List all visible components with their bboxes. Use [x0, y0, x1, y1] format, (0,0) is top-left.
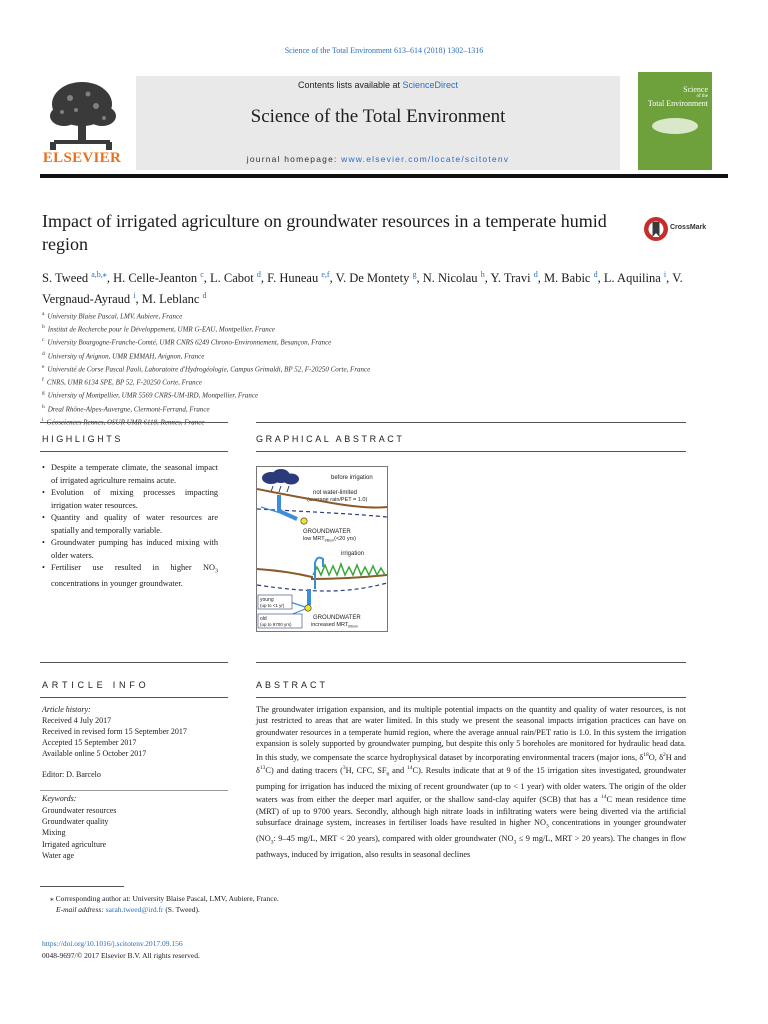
affiliation-item: [42, 388, 602, 401]
affiliation-item: [42, 322, 602, 335]
affiliation-text: University of Avignon, UMR EMMAH, Avignon, France: [47, 352, 205, 361]
affiliation-item: [42, 362, 602, 375]
journal-title: Science of the Total Environment: [250, 106, 506, 127]
author-name[interactable]: M. Leblanc: [141, 292, 200, 307]
doi-link[interactable]: https://doi.org/10.1016/j.scitotenv.2017.09.156: [42, 939, 183, 948]
highlight-item: • Groundwater pumping has induced mixing with older waters.: [42, 537, 218, 562]
author-affiliation-mark[interactable]: d: [202, 291, 207, 301]
author-name[interactable]: Y. Travi: [490, 271, 531, 286]
abstract-heading: ABSTRACT: [256, 680, 329, 690]
sciencedirect-link[interactable]: ScienceDirect: [402, 80, 459, 90]
ga-water-table-2: [257, 583, 387, 591]
author-name[interactable]: H. Celle-Jeanton: [113, 271, 198, 286]
ga-well-marker-1: [301, 518, 307, 524]
highlights-heading: HIGHLIGHTS: [42, 434, 124, 444]
ga-gw-sub-2: increased $MRT_{tritium}$: [311, 622, 358, 629]
editor-line: Editor: D. Barcelo: [42, 770, 101, 780]
graphical-abstract-diagram: [257, 467, 387, 631]
affiliation-mark: i: [42, 416, 44, 423]
cover-title: Science of the Total Environment: [647, 85, 708, 108]
contents-prefix: Contents lists available at: [297, 80, 403, 90]
author-affiliation-mark[interactable]: e,f: [321, 270, 330, 279]
affiliation-text: University Bourgogne-Franche-Comté, UMR CNRS 6249 Chrono-Environnement, Besançon, France: [47, 338, 332, 347]
journal-masthead: [40, 70, 728, 174]
ga-recharge-arrow-1: [279, 495, 297, 519]
affiliation-mark: d: [42, 350, 45, 357]
ga-well-marker-2: [305, 605, 311, 611]
footnote-rule: [40, 886, 124, 887]
author-affiliation-mark[interactable]: g: [412, 270, 417, 279]
highlight-item: • Fertiliser use resulted in higher $NO_3$ concentrations in younger groundwater.: [42, 562, 218, 591]
affiliation-text: Dreal Rhône-Alpes-Auvergne, Clermont-Ferrand, France: [47, 404, 210, 413]
affiliation-item: [42, 375, 602, 388]
corresponding-author-footnote: [50, 893, 650, 915]
affiliation-text: CNRS, UMR 6134 SPE, BP 52, F-20250 Corte, France: [46, 378, 202, 387]
affiliation-text: Institut de Recherche pour le Développement, UMR G-EAU, Montpellier, France: [47, 325, 275, 334]
affiliation-mark: c: [42, 337, 45, 344]
author-affiliation-mark[interactable]: c: [200, 270, 204, 279]
ga-young-1: young: [260, 597, 274, 603]
highlights-list: [42, 462, 218, 591]
affiliation-item: [42, 335, 602, 348]
graphical-abstract-figure[interactable]: [256, 466, 388, 632]
abstract-top-rule: [256, 662, 686, 663]
author-list: S. Tweed $^{a,b,⁎}$, H. Celle-Jeanton $^c$, L. Cabot $^d$, F. Huneau $^{e,f}$, V. De Montety $^g$, N. Nicolau $^h$, Y. Travi $^d$, M. Babic $^d$, L. Aquilina $^i$, V. Vergnaud-Ayraud $^i$, M. Leblanc $^d$: [42, 270, 683, 307]
homepage-link[interactable]: www.elsevier.com/locate/scitotenv: [341, 154, 510, 164]
article-info-mid-rule: [40, 697, 228, 698]
ga-irrigation-label: irrigation: [341, 551, 365, 557]
cover-image: [652, 118, 698, 134]
ga-young-2: (up to <1 yr): [260, 603, 285, 608]
ga-before-label: before irrigation: [331, 475, 373, 481]
author-affiliation-mark[interactable]: d: [533, 270, 538, 279]
ga-not-limited-1: not water-limited: [313, 490, 358, 496]
ga-gw-sub-1: low $MRT_{tritium}(<20$ yrs): [303, 536, 356, 543]
affiliation-list: [42, 309, 602, 428]
revised-date: Received in revised form 15 September 2017: [42, 727, 187, 737]
journal-citation[interactable]: Science of the Total Environment 613–614 (2018) 1302–1316: [284, 46, 484, 55]
accepted-date: Accepted 15 September 2017: [42, 738, 137, 748]
highlight-item: • Despite a temperate climate, the seasonal impact of irrigated agriculture remains acute.: [42, 462, 218, 487]
affiliation-item: [42, 349, 602, 362]
affiliation-item: [42, 309, 602, 322]
rain-cloud-icon: [262, 469, 299, 492]
author-affiliation-mark[interactable]: h: [480, 270, 485, 279]
keyword-item: Groundwater quality: [42, 817, 109, 827]
author-name[interactable]: F. Huneau: [267, 271, 319, 286]
affiliation-mark: f: [42, 377, 44, 384]
ga-bottom-rule: [256, 451, 686, 452]
highlight-item: • Quantity and quality of water resources are spatially and temporally variable.: [42, 512, 218, 537]
keyword-list: [42, 805, 218, 861]
email-tail: (S. Tweed).: [163, 905, 200, 914]
affiliation-mark: a: [42, 311, 45, 317]
contents-line: [136, 80, 620, 90]
author-name[interactable]: S. Tweed: [42, 271, 89, 286]
email-link[interactable]: sarah.tweed@ird.fr: [105, 905, 164, 914]
masthead-rule: [40, 174, 728, 178]
homepage-prefix: journal homepage:: [246, 154, 342, 164]
journal-cover-thumbnail[interactable]: [638, 72, 712, 170]
received-date: Received 4 July 2017: [42, 716, 112, 726]
highlights-bottom-rule: [40, 451, 228, 452]
highlight-item: • Evolution of mixing processes impacting irrigation water resources.: [42, 487, 218, 512]
ga-top-rule: [256, 422, 686, 423]
keyword-item: Groundwater resources: [42, 806, 117, 815]
author-affiliation-mark[interactable]: a,b,⁎: [91, 270, 107, 279]
footnote-star: ⁎: [50, 894, 54, 903]
affiliation-text: Université de Corse Pascal Paoli, Laboratoire d'Hydrogéologie, Campus Grimaldi, BP 52, F-20250 Corte, France: [47, 365, 371, 374]
affiliation-mark: e: [42, 363, 45, 370]
graphical-abstract-heading: GRAPHICAL ABSTRACT: [256, 434, 405, 444]
author-affiliation-mark[interactable]: d: [256, 270, 261, 279]
ga-old-2: (up to 9700 yrs): [260, 622, 292, 627]
keyword-item: Mixing: [42, 828, 66, 838]
ga-old-1: old: [260, 616, 267, 622]
author-name[interactable]: L. Cabot: [210, 271, 254, 286]
affiliation-item: [42, 402, 602, 415]
ga-gw-label-2: GROUNDWATER: [313, 615, 361, 621]
author-name[interactable]: N. Nicolau: [422, 271, 478, 286]
online-date: Available online 5 October 2017: [42, 749, 147, 759]
keyword-item: Water age: [42, 850, 74, 860]
ga-water-table-1: [257, 509, 387, 517]
highlights-top-rule: [40, 422, 228, 423]
keyword-item: Irrigated agriculture: [42, 839, 107, 849]
journal-homepage: [136, 154, 620, 164]
email-label: E-mail address:: [56, 905, 104, 914]
article-info-heading: ARTICLE INFO: [42, 680, 150, 690]
affiliation-text: University of Montpellier, UMR 5569 CNRS-UM-IRD, Montpellier, France: [47, 391, 259, 400]
author-name[interactable]: L. Aquilina: [603, 271, 661, 286]
author-affiliation-mark[interactable]: i: [133, 291, 136, 301]
ga-gw-label-1: GROUNDWATER: [303, 529, 351, 535]
corresponding-text: Corresponding author at: University Blaise Pascal, LMV, Aubiere, France.: [53, 894, 279, 903]
author-name[interactable]: V. De Montety: [335, 271, 410, 286]
keywords-label: Keywords:: [42, 794, 77, 803]
issn-copyright: 0048-9697/© 2017 Elsevier B.V. All rights reserved.: [42, 951, 200, 960]
affiliation-mark: h: [42, 403, 45, 410]
crossmark-label[interactable]: CrossMark: [670, 224, 707, 231]
affiliation-mark: g: [42, 390, 45, 397]
author-affiliation-mark[interactable]: i: [663, 270, 667, 279]
article-info-top-rule: [40, 662, 228, 663]
affiliation-mark: b: [42, 324, 45, 331]
ga-not-limited-2: (average rain/PET = 1.0): [307, 497, 368, 503]
author-name[interactable]: V. Vergnaud-Ayraud: [42, 271, 683, 307]
article-title: Impact of irrigated agriculture on groundwater resources in a temperate humid region: [42, 211, 607, 254]
author-affiliation-mark[interactable]: d: [593, 270, 598, 279]
publisher-name: ELSEVIER: [42, 150, 122, 166]
abstract-mid-rule: [256, 697, 686, 698]
affiliation-text: University Blaise Pascal, LMV, Aubiere, France: [47, 312, 183, 321]
keywords-rule: [40, 790, 228, 791]
history-label: Article history:: [42, 705, 91, 714]
article-history: [42, 704, 222, 781]
author-name[interactable]: M. Babic: [543, 271, 591, 286]
abstract-text: The groundwater irrigation expansion, and its multiple potential impacts on the quantity and quality of water resources, is not just restricted to areas that are water limited. In this study we present the seasonal impacts irrigation practices can have on groundwater resources in a temperate humid region, where the average annual rain/PET ratio is 1.0. In this system the irrigation expansion is solely supported by groundwater pumping, but despite this only 5 boreholes are monitored for hydraulic head data. In this study, we compensate the scarce hydrophysical dataset by incorporating environmental tracers (major ions, $\delta^{18}O$, $\delta^2H$ and $\delta^{13}C$) and dating tracers ($^3$H, CFC, $SF_6$ and $^{14}$C). Results indicate that at 9 of the 15 irrigation sites investigated, groundwater pumping for irrigation has induced the mixing of recent groundwater (up to < 1 year) with older waters. The origin of the older waters was from either the deeper marl aquifer, or the shallow sand-clay aquifer (SCB) that has a $^{14}$C mean residence time (MRT) of up to 9700 years. Secondly, although high nitrate loads in infiltrating waters were being diverted via the artificial subsurface drainage system, increases in fertiliser loads have resulted in higher $NO_3$ concentrations in younger groundwater ($NO_3$: 9–45 mg/L, MRT < 20 years), compared with older groundwater ($NO_3 \le 9$ mg/L, MRT > 20 years). The changes in flow pathways, induced by irrigation, also results in seasonal declines: [256, 705, 687, 860]
